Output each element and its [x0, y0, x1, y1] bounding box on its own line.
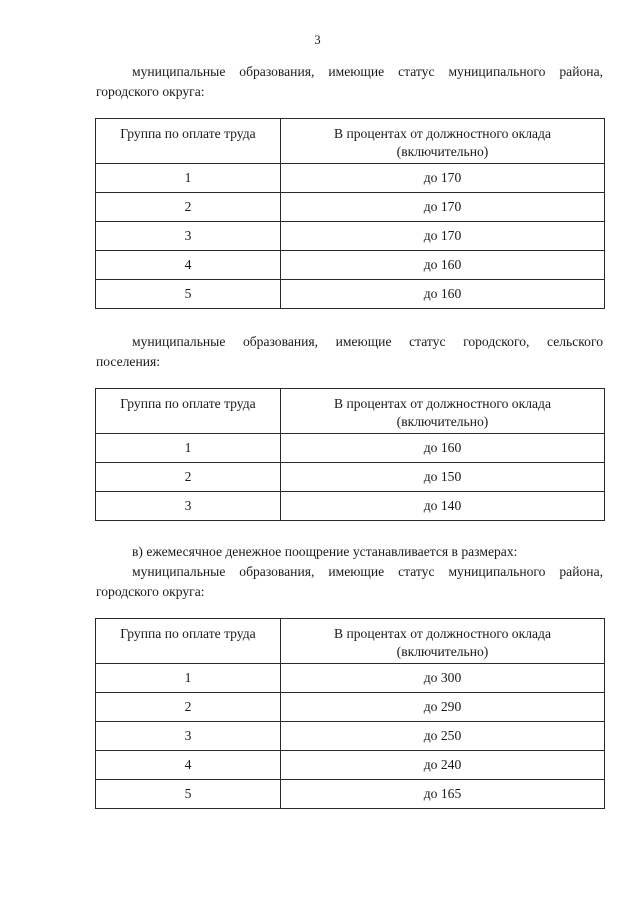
section1-intro-line2: городского округа:: [96, 84, 205, 99]
section2-intro-line2: поселения:: [96, 354, 161, 369]
section3-intro: [96, 562, 603, 602]
value-cell: до 170: [281, 222, 605, 251]
value-cell: до 140: [281, 492, 605, 521]
value-cell: до 160: [281, 251, 605, 280]
table-row: [96, 751, 605, 780]
value-cell: до 170: [281, 164, 605, 193]
section1-intro: [96, 62, 603, 102]
section2-table: [95, 388, 605, 521]
group-cell: 4: [96, 751, 281, 780]
group-cell: 2: [96, 693, 281, 722]
header-group-column: Группа по оплате труда: [96, 119, 281, 164]
group-cell: 2: [96, 463, 281, 492]
header-percent-column: [281, 619, 605, 664]
group-cell: 3: [96, 492, 281, 521]
table-row: [96, 463, 605, 492]
group-cell: 3: [96, 222, 281, 251]
header-percent-line2: (включительно): [396, 144, 489, 159]
header-percent-column: [281, 389, 605, 434]
group-cell: 4: [96, 251, 281, 280]
group-cell: 1: [96, 434, 281, 463]
value-cell: до 170: [281, 193, 605, 222]
section2-intro: [96, 332, 603, 372]
table-row: [96, 722, 605, 751]
table-row: [96, 193, 605, 222]
header-percent-column: [281, 119, 605, 164]
group-cell: 5: [96, 780, 281, 809]
table-header-row: [96, 119, 605, 164]
section1-intro-line1: муниципальные образования, имеющие статус муниципального района,: [132, 64, 603, 79]
table-row: [96, 222, 605, 251]
group-cell: 2: [96, 193, 281, 222]
header-percent-line2: (включительно): [396, 414, 489, 429]
header-percent-line2: (включительно): [396, 644, 489, 659]
section3-heading: в) ежемесячное денежное поощрение устанавливается в размерах:: [132, 544, 518, 559]
section3-intro-line2: городского округа:: [96, 584, 205, 599]
group-cell: 3: [96, 722, 281, 751]
table-row: [96, 693, 605, 722]
table-header-row: [96, 389, 605, 434]
group-cell: 1: [96, 164, 281, 193]
table-row: [96, 664, 605, 693]
section2-intro-line1: муниципальные образования, имеющие статус городского, сельского: [132, 334, 603, 349]
table-header-row: [96, 619, 605, 664]
table-row: [96, 251, 605, 280]
header-percent-line1: В процентах от должностного оклада: [334, 396, 551, 411]
section3-intro-line1: муниципальные образования, имеющие статус муниципального района,: [132, 564, 603, 579]
section1-table: [95, 118, 605, 309]
group-cell: 1: [96, 664, 281, 693]
value-cell: до 250: [281, 722, 605, 751]
header-group-column: Группа по оплате труда: [96, 619, 281, 664]
group-cell: 5: [96, 280, 281, 309]
value-cell: до 160: [281, 434, 605, 463]
value-cell: до 150: [281, 463, 605, 492]
header-percent-line1: В процентах от должностного оклада: [334, 626, 551, 641]
table-row: [96, 780, 605, 809]
value-cell: до 290: [281, 693, 605, 722]
value-cell: до 160: [281, 280, 605, 309]
section3-table: [95, 618, 605, 809]
table-row: [96, 434, 605, 463]
table-row: [96, 164, 605, 193]
value-cell: до 240: [281, 751, 605, 780]
value-cell: до 300: [281, 664, 605, 693]
page-number: 3: [314, 33, 321, 47]
header-group-column: Группа по оплате труда: [96, 389, 281, 434]
header-percent-line1: В процентах от должностного оклада: [334, 126, 551, 141]
value-cell: до 165: [281, 780, 605, 809]
table-row: [96, 280, 605, 309]
table-row: [96, 492, 605, 521]
